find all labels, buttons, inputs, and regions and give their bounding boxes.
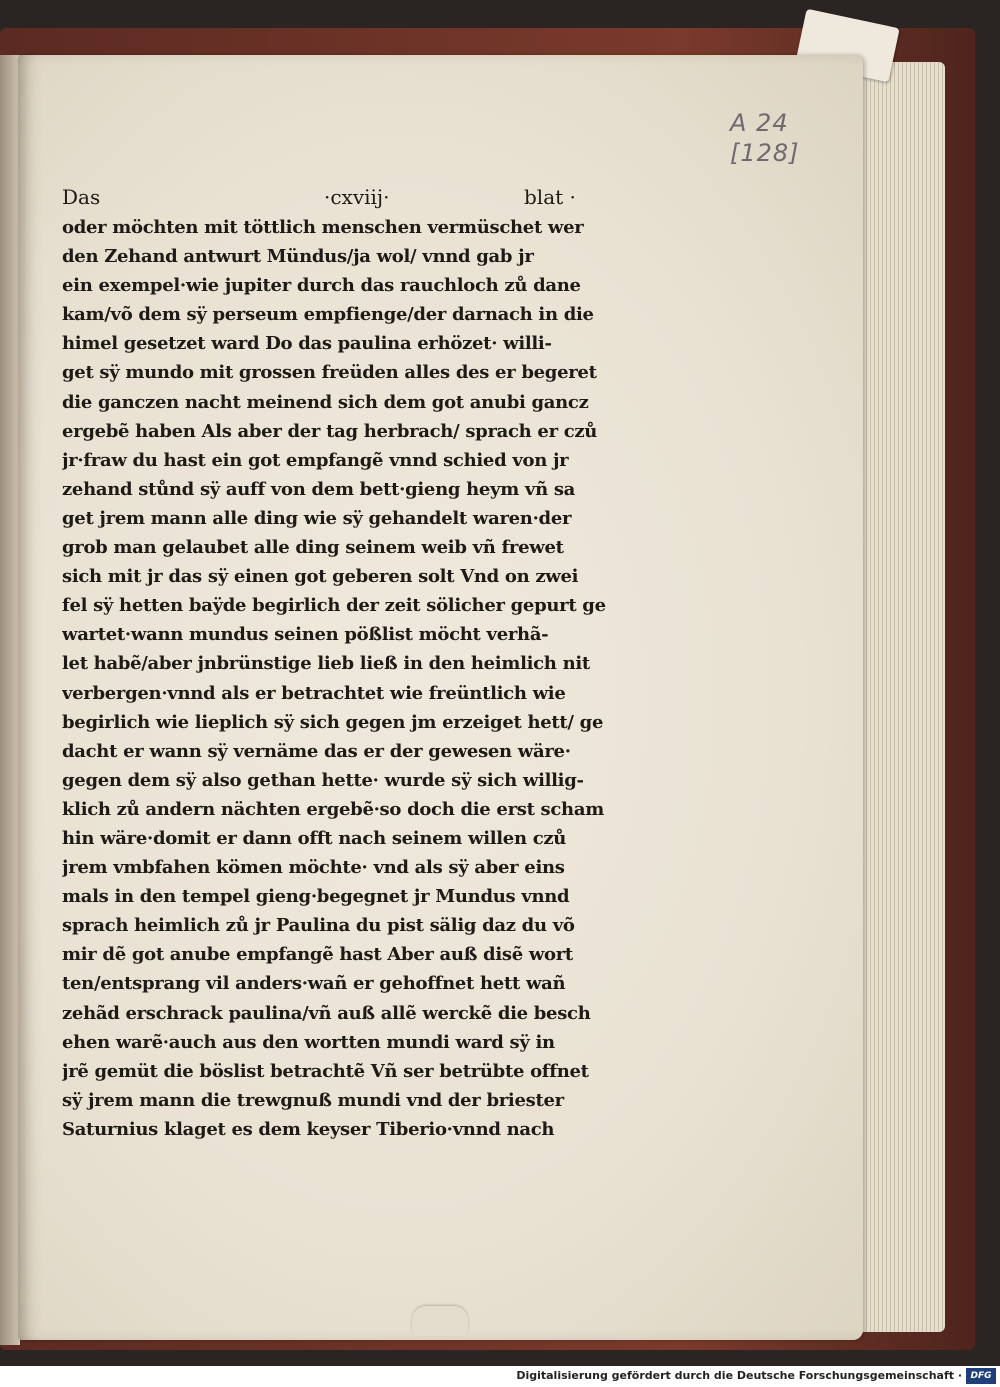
running-header [62, 185, 598, 211]
folio-number: ·cxviij· [324, 185, 390, 209]
text-line: mir dẽ got anube empfangẽ hast Aber auß disẽ wort [62, 944, 573, 966]
shelfmark-line: [128] [730, 139, 800, 167]
text-line: verbergen·vnnd als er betrachtet wie freüntlich wie [62, 682, 566, 704]
text-line: let habẽ/aber jnbrünstige lieb ließ in den heimlich nit [62, 653, 590, 675]
text-line: sich mit jr das sÿ einen got geberen solt Vnd on zwei [62, 566, 579, 588]
text-line: fel sÿ hetten baÿde begirlich der zeit sölicher gepurt ge [62, 595, 606, 617]
text-line: ergebẽ haben Als aber der tag herbrach/ sprach er czů [62, 420, 598, 442]
text-line: kam/võ dem sÿ perseum empfienge/der darnach in die [62, 304, 594, 326]
text-line: sÿ jrem mann die trewgnuß mundi vnd der briester [62, 1089, 564, 1111]
text-line: mals in den tempel gieng·begegnet jr Mundus vnnd [62, 886, 570, 908]
text-line: begirlich wie lieplich sÿ sich gegen jm erzeiget hett/ ge [62, 711, 604, 733]
text-line: gegen dem sÿ also gethan hette· wurde sÿ sich willig- [62, 769, 584, 791]
text-line: klich zů andern nächten ergebẽ·so doch die erst scham [62, 798, 604, 820]
text-line: jrem vmbfahen kömen möchte· vnd als sÿ aber eins [62, 857, 565, 879]
text-line: jr·fraw du hast ein got empfangẽ vnnd schied von jr [62, 449, 569, 471]
header-left: Das [62, 185, 101, 209]
text-line: get jrem mann alle ding wie sÿ gehandelt waren·der [62, 507, 572, 529]
text-line: Saturnius klaget es dem keyser Tiberio·vnnd nach [62, 1118, 555, 1140]
text-line: zehand stůnd sÿ auff von dem bett·gieng heym vñ sa [62, 478, 576, 500]
text-line: grob man gelaubet alle ding seinem weib vñ frewet [62, 537, 564, 559]
shelfmark-line: A 24 [730, 109, 789, 137]
main-text-block [62, 213, 607, 1144]
text-line: oder möchten mit töttlich menschen vermüschet wer [62, 217, 584, 238]
previous-page-edge [0, 55, 20, 1345]
text-line: zehãd erschrack paulina/vñ auß allẽ werckẽ die besch [62, 1002, 591, 1024]
text-line: dacht er wann sÿ vernäme das er der gewesen wäre· [62, 740, 571, 762]
funding-credit[interactable]: Digitalisierung gefördert durch die Deutsche Forschungsgemeinschaft · [516, 1369, 962, 1382]
text-line: ehen warẽ·auch aus den wortten mundi ward sÿ in [62, 1031, 555, 1053]
footer-bar [0, 1366, 1000, 1387]
text-line: wartet·wann mundus seinen pößlist möcht verhã- [62, 624, 549, 646]
text-line: himel gesetzet ward Do das paulina erhözet· willi- [62, 333, 552, 355]
text-line: hin wäre·domit er dann offt nach seinem willen czů [62, 827, 567, 849]
dfg-logo[interactable]: DFG [966, 1368, 996, 1384]
text-line: ein exempel·wie jupiter durch das rauchloch zů dane [62, 275, 581, 297]
shelfmark-annotation [730, 108, 815, 168]
text-line: get sÿ mundo mit grossen freüden alles des er begeret [62, 362, 597, 384]
text-line: sprach heimlich zů jr Paulina du pist sälig daz du võ [62, 915, 575, 937]
header-right: blat · [524, 185, 576, 209]
text-line: die ganczen nacht meinend sich dem got anubi gancz [62, 391, 589, 413]
text-line: ten/entsprang vil anders·wañ er gehoffnet hett wañ [62, 973, 566, 995]
text-line: den Zehand antwurt Mündus/ja wol/ vnnd gab jr [62, 246, 534, 268]
text-line: jrẽ gemüt die böslist betrachtẽ Vñ ser betrübte offnet [62, 1060, 589, 1082]
bottom-clasp [412, 1306, 468, 1336]
